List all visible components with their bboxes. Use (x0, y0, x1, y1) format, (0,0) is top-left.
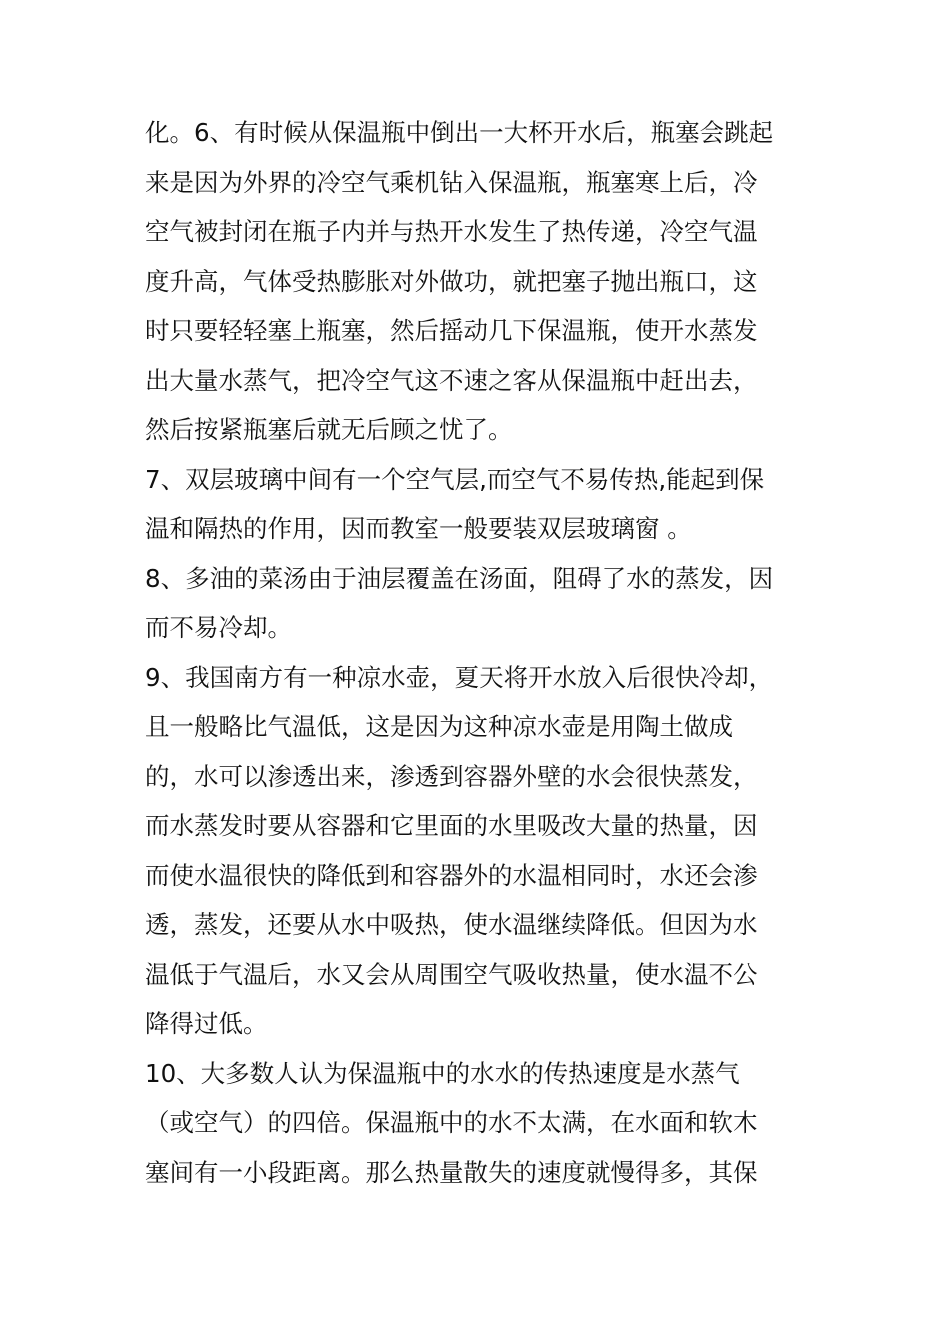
text-line: 透，蒸发，还要从水中吸热，使水温继续降低。但因为水 (145, 910, 758, 939)
text-line: 度升高，气体受热膨胀对外做功，就把塞子抛出瓶口，这 (145, 266, 758, 296)
text-line: 然后按紧瓶塞后就无后顾之忧了。 (145, 415, 513, 444)
text-line: 而不易冷却。 (145, 613, 292, 642)
text-line: 塞间有一小段距离。那么热量散失的速度就慢得多，其保 (145, 1157, 758, 1187)
text-line: （或空气）的四倍。保温瓶中的水不太满，在水面和软木 (145, 1108, 758, 1137)
text-line: 9、我国南方有一种凉水壶，夏天将开水放入后很快冷却， (145, 662, 774, 692)
text-line: 温和隔热的作用，因而教室一般要装双层玻璃窗 。 (145, 514, 692, 543)
text-line: 降得过低。 (145, 1009, 268, 1038)
text-line: 出大量水蒸气，把冷空气这不速之客从保温瓶中赶出去， (145, 365, 758, 395)
text-line: 10、大多数人认为保温瓶中的水水的传热速度是水蒸气 (145, 1058, 740, 1088)
text-line: 空气被封闭在瓶子内并与热开水发生了热传递，冷空气温 (145, 217, 758, 246)
text-line: 而使水温很快的降低到和容器外的水温相同时，水还会渗 (145, 860, 758, 890)
text-line: 7、双层玻璃中间有一个空气层,而空气不易传热,能起到保 (145, 464, 765, 494)
text-line: 化。6、有时候从保温瓶中倒出一大杯开水后，瓶塞会跳起 (145, 118, 774, 147)
text-line: 而水蒸发时要从容器和它里面的水里吸改大量的热量，因 (145, 811, 758, 840)
text-line: 且一般略比气温低，这是因为这种凉水壶是用陶土做成 (145, 712, 733, 741)
text-line: 来是因为外界的冷空气乘机钻入保温瓶，瓶塞寒上后，冷 (145, 167, 758, 197)
text-line: 温低于气温后，水又会从周围空气吸收热量，使水温不公 (145, 959, 758, 989)
text-line: 8、多油的菜汤由于油层覆盖在汤面，阻碍了水的蒸发，因 (145, 563, 774, 593)
text-line: 的，水可以渗透出来，渗透到容器外壁的水会很快蒸发， (145, 761, 758, 791)
text-line: 时只要轻轻塞上瓶塞，然后摇动几下保温瓶，使开水蒸发 (145, 316, 758, 345)
document-body (145, 108, 805, 1197)
